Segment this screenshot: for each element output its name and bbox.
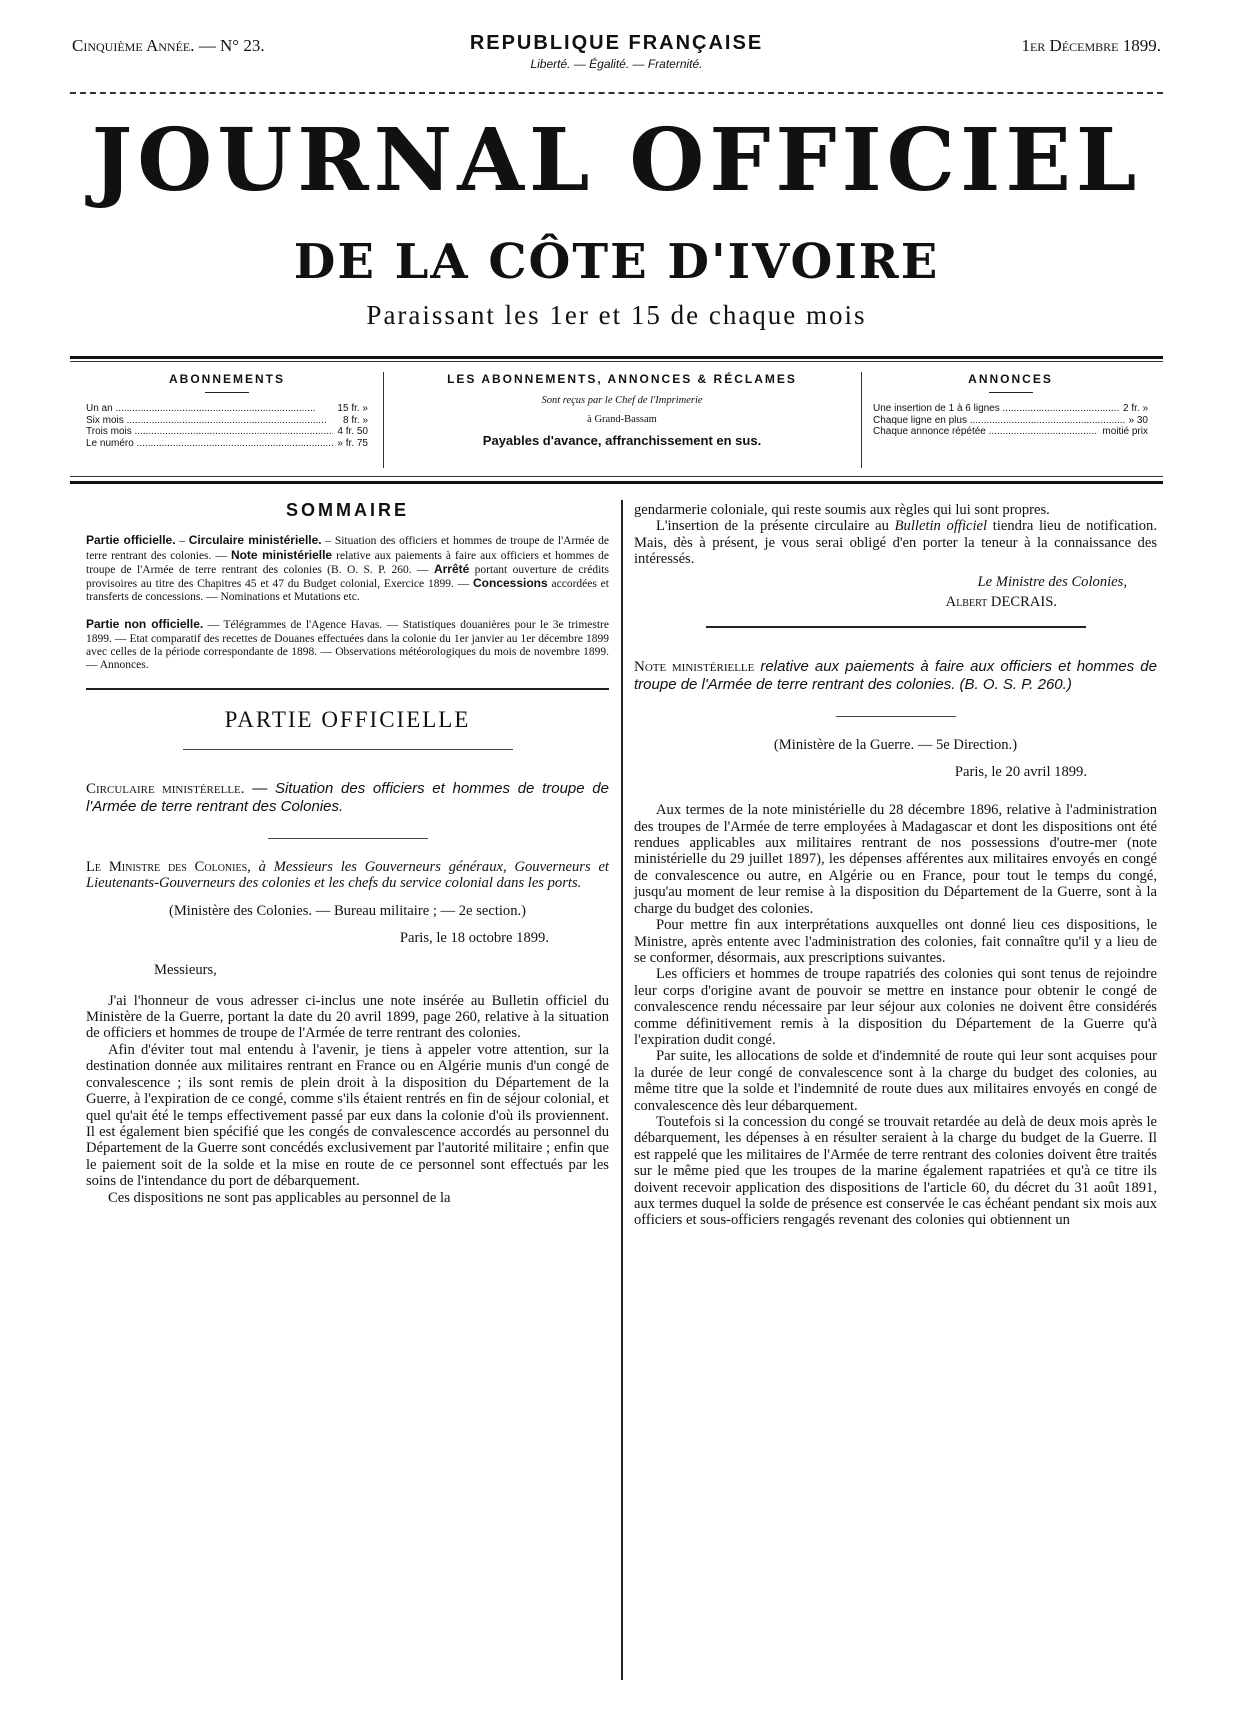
note-rule-top [706,626,1086,628]
annonce-rate-label: Une insertion de 1 à 6 lignes ..... [873,403,1119,415]
circulaire-paragraph-2: Afin d'éviter tout mal entendu à l'avenir, je tiens à appeler votre attention, sur la destination donnée aux militaires rentrant en France ou en Algérie munis d'un congé de convalescence ; ils sont remis de plein droit à la disposition du Département de la Guerre, à l'expiration de ce congé, comme s'ils étaient rentrés en fin de séjour colonial, et quel qu'ait été le temps effectivement passé par eux dans la colonie d'où ils proviennent. Il est également bien spécifié que les congés de convalescence accordés au personnel du Département de la Guerre sont concédés exclusivement par l'autorité militaire ; enfin que le paiement soit de la solde et la mise en route de ce personnel sont effectués par les soins de l'intendance du port de débarquement. [86,1041,609,1190]
annonce-rate-value: 2 fr. » [1122,403,1148,414]
abonnements-rates [86,403,368,449]
partie-officielle-heading: PARTIE OFFICIELLE [224,707,471,733]
circulaire-paragraph-1: J'ai l'honneur de vous adresser ci-inclus une note insérée au Bulletin officiel du Ministère de la Guerre, portant la date du 20 avril 1899, page 260, relative à la situation de officiers et hommes de troupe de l'Armée de terre rentrant des colonies. [86,992,609,1042]
annonce-rate-label: Chaque ligne en plus ..... [873,415,1125,427]
republic-header [380,32,853,71]
annonce-rate-label: Chaque annonce répétée ..... [873,426,1098,438]
masthead-subtitle: DE LA CÔTE D'IVOIRE [293,234,940,290]
circulaire-signer: Albert DECRAIS. [945,594,1057,611]
sommaire-non-officielle-label: Partie non officielle. [86,617,204,632]
circulaire-dash: — [244,779,275,797]
sommaire-text-4: accordées et transferts de concessions. — Nominations et Mutations etc. [86,578,609,604]
sommaire-text-2: relative aux paiements à faire aux officiers et hommes de troupe de l'Armée de terre rentrant des colonies (B. O. S. P. 260. — [86,549,609,576]
circulaire-paragraph-4 [634,518,1157,567]
sommaire-rule [86,688,609,690]
circulaire-heading [86,780,609,816]
circulaire-p4-bulletin: Bulletin officiel [894,518,988,535]
note-paragraph-1: Aux termes de la note ministérielle du 28 décembre 1896, relative à l'administration des troupes de l'Armée de terre employées à Madagascar et dont les dispositions ont été rendues applicables aux militaires rentrant de nos possessions d'outre-mer (note ministérielle du 29 juillet 1897), les dépenses afférentes aux militaires envoyés en congé de convalescence ou autre, en Algérie ou en France, pour tout le temps du congé, jusqu'au moment de leur remise à la disposition du Département de la Guerre, sont à la charge du budget des colonies. [634,802,1157,917]
republic-motto: Liberté. — Égalité. — Fraternité. [530,57,703,71]
issue-date: 1er Décembre 1899. [1021,36,1161,55]
sommaire-officielle-label: Partie officielle. [86,533,176,548]
abonnement-rate-label: Six mois ..... [86,415,339,427]
abonnement-rate-value: 4 fr. 50 [337,426,368,437]
sommaire-concessions: Concessions [473,576,548,591]
sommaire-non-officielle-text: — Télégrammes de l'Agence Havas. — Statistiques douanières pour le 3e trimestre 1899. — Etat comparatif des recettes de Douanes effectuées dans la colonie du 1er janvier au 1er décembre 1899 avec celles de la période correspondante de 1898. — Observations météorologiques du mois de novembre 1899. — Annonces. [86,619,609,672]
sommaire-arrete: Arrêté [433,561,470,576]
sommaire-heading: SOMMAIRE [286,500,409,520]
abonnement-rate-value: » fr. 75 [337,437,368,449]
abonnement-rate-row [86,426,368,438]
abonnement-rate-label: Le numéro ..... [86,438,333,450]
abonnement-rate-row [86,403,368,415]
center-box-line1: Sont reçus par le Chef de l'Imprimerie [541,395,703,406]
circulaire-rule [268,838,428,839]
republic-title: REPUBLIQUE FRANÇAISE [469,32,764,54]
annonces-heading: ANNONCES [968,372,1053,386]
note-title: relative aux paiements à faire aux officiers et hommes de troupe de l'Armée de terre rentrant des colonies. (B. O. S. P. 260.) [634,658,1157,694]
circulaire-ministry: (Ministère des Colonies. — Bureau militaire ; — 2e section.) [168,903,527,920]
issue-number: Cinquième Année. — N° 23. [72,36,265,55]
note-rule [836,716,956,717]
box-top-rule-2 [70,361,1163,362]
column-divider [621,500,623,1680]
note-place-date: Paris, le 20 avril 1899. [954,763,1087,780]
box-top-rule [70,356,1163,359]
abonnement-rate-row [86,438,368,450]
abonnements-box [86,372,368,449]
circulaire-salutation: Messieurs, [154,962,217,979]
note-heading [634,658,1157,694]
box-bottom-rule-2 [70,481,1163,484]
center-box-heading: LES ABONNEMENTS, ANNONCES & RÉCLAMES [447,372,797,386]
note-ministry: (Ministère de la Guerre. — 5e Direction.) [773,737,1018,754]
box-bottom-rule [70,476,1163,477]
sommaire-circulaire: Circulaire ministérielle. [188,533,322,548]
note-paragraph-2: Pour mettre fin aux interprétations auxquelles ont donné lieu ces dispositions, le Ministre, après entente avec l'administration des colonies, fait connaître qu'il y a lieu de se conformer, désormais, aux prescriptions suivantes. [634,917,1157,966]
abonnements-underline [205,392,249,393]
note-paragraph-3: Les officiers et hommes de troupe rapatriés des colonies qui sont tenus de rejoindre leur corps d'origine avant de pouvoir se mettre en instance pour obtenir le congé de convalescence rendu nécessaire par leur séjour aux colonies ne doivent être considérés comme définitivement remis à la disposition du Département de la Guerre qu'à l'expiration dudit congé. [634,966,1157,1048]
annonce-rate-value: moitié prix [1102,426,1148,437]
circulaire-label: Circulaire ministérelle. [86,780,245,797]
partie-officielle-rule [183,749,513,750]
note-label: Note ministérielle [634,659,755,676]
sommaire-officielle [86,534,609,604]
circulaire-paragraph-3: Ces dispositions ne sont pas applicables au personnel de la [108,1189,451,1206]
sommaire-text-1: – Situation des officiers et hommes de troupe de l'Armée de terre rentrant des colonies. — [86,535,610,562]
abonnement-rate-value: 8 fr. » [342,414,368,426]
abonnement-rate-value: 15 fr. » [337,403,368,414]
annonce-rate-value: » 30 [1128,414,1148,426]
circulaire-p4-a: L'insertion de la présente circulaire au [656,518,895,535]
center-box-line2: à Grand-Bassam [587,414,657,425]
box-divider-right [861,372,862,468]
circulaire-addressee [86,859,609,892]
circulaire-continuation: gendarmerie coloniale, qui reste soumis aux règles qui lui sont propres. [634,502,1050,518]
annonces-box [873,372,1148,438]
abonnements-heading: ABONNEMENTS [168,372,285,386]
center-box [392,372,852,448]
left-column [86,502,609,1206]
sommaire-non-officielle [86,618,609,672]
center-box-line3: Payables d'avance, affranchissement en sus. [482,433,762,448]
header-divider [70,92,1163,94]
abonnement-rate-label: Trois mois ..... [86,426,333,438]
circulaire-title: Situation des officiers et hommes de troupe de l'Armée de terre rentrant des Colonies. [86,779,609,815]
note-paragraph-4: Par suite, les allocations de solde et d'indemnité de route qui leur sont acquises pour la durée de leur congé de convalescence sont à la charge du budget des colonies, au même titre que la solde et l'indemnité de route dues aux militaires envoyés en congé de convalescence dès leur débarquement. [634,1048,1157,1114]
masthead-title: JOURNAL OFFICIEL [91,110,1142,211]
sommaire-sep: – [175,535,189,548]
annonce-rate-row [873,403,1148,415]
annonce-rate-row [873,426,1148,438]
masthead-frequency: Paraissant les 1er et 15 de chaque mois [366,300,867,330]
annonces-rates [873,403,1148,438]
circulaire-p4-b: tiendra lieu de notification. Mais, dès à présent, je vous serai obligé d'en porter la teneur à la connaissance des intéressés. [634,518,1157,568]
circulaire-addressee-minister: Le Ministre des Colonies, [86,858,251,875]
circulaire-signoff: Le Ministre des Colonies, [977,573,1127,590]
annonces-underline [989,392,1033,393]
box-divider-left [383,372,384,468]
sommaire-text-3: portant ouverture de crédits provisoires au titre des Chapitres 45 et 47 du Budget colonial, Exercice 1899. — [86,563,609,591]
sommaire-note: Note ministérielle [230,547,333,562]
annonce-rate-row [873,415,1148,427]
right-column [634,502,1157,1229]
circulaire-place-date: Paris, le 18 octobre 1899. [399,929,549,946]
circulaire-addressee-text: à Messieurs les Gouverneurs généraux, Gouverneurs et Lieutenants-Gouverneurs des colonies et les chefs du service colonial dans les ports. [86,858,609,892]
note-paragraph-5: Toutefois si la concession du congé se trouvait retardée au delà de deux mois après le débarquement, les dépenses à en résulter seraient à la charge du budget de la Guerre. Il est rappelé que les militaires de l'Armée de terre rentrant des colonies doivent être traités sur le même pied que les troupes de la marine également rapatriées et qu'à ce titre ils doivent recevoir application des dispositions de l'article 60, du décret du 31 août 1891, aux termes duquel la solde de présence est conservée le cas échéant pendant six mois aux officiers et sous-officiers rengagés revenant des colonies qui obtiennent un [634,1113,1157,1229]
abonnement-rate-label: Un an ..... [86,403,333,415]
abonnement-rate-row [86,415,368,427]
